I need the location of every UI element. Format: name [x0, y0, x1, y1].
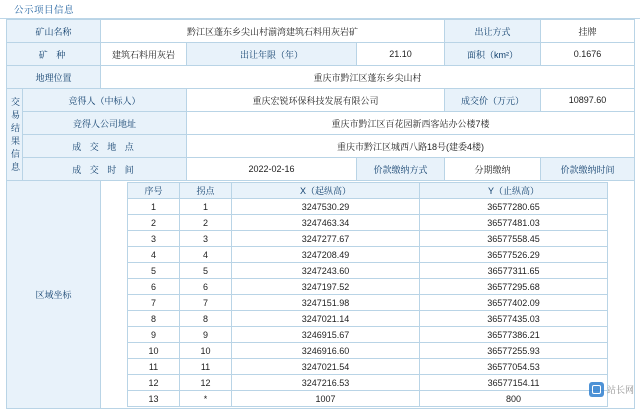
cell-y: 36577154.11 — [420, 375, 608, 391]
page-title: 公示项目信息 — [14, 5, 75, 16]
coords-col-index: 序号 — [128, 183, 180, 199]
watermark-text: 站长网 — [606, 385, 634, 395]
cell-vertex: 7 — [180, 295, 232, 311]
location-value: 重庆市黔江区蓬东乡尖山村 — [101, 66, 635, 89]
cell-index: 3 — [128, 231, 180, 247]
cell-y: 36577295.68 — [420, 279, 608, 295]
deal-time-value: 2022-02-16 — [187, 158, 357, 181]
cell-y: 36577386.21 — [420, 327, 608, 343]
table-row — [128, 247, 608, 263]
coords-header-row — [128, 183, 608, 199]
badge-icon — [589, 382, 604, 397]
page-header — [0, 0, 640, 19]
bidder-address-value: 重庆市黔江区百花园新西客站办公楼7楼 — [187, 112, 635, 135]
table-row — [128, 311, 608, 327]
cell-y: 36577558.45 — [420, 231, 608, 247]
cell-index: 9 — [128, 327, 180, 343]
cell-x: 3247021.14 — [232, 311, 420, 327]
bidder-label: 竞得人（中标人） — [23, 89, 187, 112]
table-row-deal-place — [7, 135, 635, 158]
deal-place-value: 重庆市黔江区城西八路18号(建委4楼) — [187, 135, 635, 158]
cell-y: 36577481.03 — [420, 215, 608, 231]
cell-index: 12 — [128, 375, 180, 391]
cell-y: 36577402.09 — [420, 295, 608, 311]
table-row-ore-type — [7, 43, 635, 66]
table-row — [128, 327, 608, 343]
deal-place-label: 成 交 地 点 — [23, 135, 187, 158]
term-value: 21.10 — [357, 43, 445, 66]
mine-name-label: 矿山名称 — [7, 20, 101, 43]
cell-index: 10 — [128, 343, 180, 359]
cell-vertex: * — [180, 391, 232, 407]
cell-vertex: 3 — [180, 231, 232, 247]
cell-vertex: 9 — [180, 327, 232, 343]
transfer-type-value: 挂牌 — [541, 20, 635, 43]
coordinates-table — [127, 182, 608, 407]
cell-vertex: 5 — [180, 263, 232, 279]
table-row — [128, 359, 608, 375]
coords-col-y: Y（止纵高） — [420, 183, 608, 199]
cell-y: 36577435.03 — [420, 311, 608, 327]
cell-vertex: 10 — [180, 343, 232, 359]
mine-name-value: 黔江区蓬东乡尖山村湔湾建筑石料用灰岩矿 — [101, 20, 445, 43]
payment-time-label: 价款缴纳时间 — [541, 158, 635, 181]
cell-index: 11 — [128, 359, 180, 375]
coords-cell — [101, 181, 635, 409]
table-row — [128, 231, 608, 247]
deal-info-label: 交易结果信息 — [7, 89, 23, 181]
cell-x: 3247243.60 — [232, 263, 420, 279]
payment-method-label: 价款缴纳方式 — [357, 158, 445, 181]
term-label: 出让年限（年） — [187, 43, 357, 66]
cell-y: 36577054.53 — [420, 359, 608, 375]
cell-x: 3247277.67 — [232, 231, 420, 247]
location-label: 地理位置 — [7, 66, 101, 89]
project-info-table — [6, 19, 635, 409]
table-row — [128, 279, 608, 295]
area-value: 0.1676 — [541, 43, 635, 66]
cell-x: 3247208.49 — [232, 247, 420, 263]
cell-vertex: 12 — [180, 375, 232, 391]
table-row-deal-time — [7, 158, 635, 181]
bidder-value: 重庆宏锐环保科技发展有限公司 — [187, 89, 445, 112]
cell-index: 4 — [128, 247, 180, 263]
payment-method-value: 分期缴纳 — [445, 158, 541, 181]
table-row-mine-name — [7, 20, 635, 43]
table-row — [128, 343, 608, 359]
cell-vertex: 1 — [180, 199, 232, 215]
table-row — [128, 375, 608, 391]
ore-type-value: 建筑石料用灰岩 — [101, 43, 187, 66]
cell-vertex: 4 — [180, 247, 232, 263]
cell-index: 7 — [128, 295, 180, 311]
cell-x: 3247530.29 — [232, 199, 420, 215]
table-row-location — [7, 66, 635, 89]
table-row — [128, 215, 608, 231]
cell-vertex: 2 — [180, 215, 232, 231]
cell-y: 800 — [420, 391, 608, 407]
cell-x: 3247151.98 — [232, 295, 420, 311]
price-label: 成交价（万元） — [445, 89, 541, 112]
cell-x: 3247197.52 — [232, 279, 420, 295]
table-row-bidder-address — [7, 112, 635, 135]
cell-y: 36577526.29 — [420, 247, 608, 263]
price-value: 10897.60 — [541, 89, 635, 112]
bidder-address-label: 竞得人公司地址 — [23, 112, 187, 135]
cell-vertex: 6 — [180, 279, 232, 295]
cell-x: 3247463.34 — [232, 215, 420, 231]
cell-vertex: 8 — [180, 311, 232, 327]
cell-y: 36577280.65 — [420, 199, 608, 215]
table-row — [128, 391, 608, 407]
cell-index: 2 — [128, 215, 180, 231]
coords-label: 区域坐标 — [7, 181, 101, 409]
table-row-coords — [7, 181, 635, 409]
table-row — [128, 295, 608, 311]
cell-x: 3247216.53 — [232, 375, 420, 391]
table-row — [128, 263, 608, 279]
area-label: 面积（km²） — [445, 43, 541, 66]
cell-x: 3247021.54 — [232, 359, 420, 375]
cell-y: 36577255.93 — [420, 343, 608, 359]
coords-col-x: X（起纵高） — [232, 183, 420, 199]
cell-x: 3246916.60 — [232, 343, 420, 359]
ore-type-label: 矿 种 — [7, 43, 101, 66]
transfer-type-label: 出让方式 — [445, 20, 541, 43]
table-row — [128, 199, 608, 215]
watermark — [589, 382, 634, 397]
cell-index: 5 — [128, 263, 180, 279]
cell-index: 1 — [128, 199, 180, 215]
coords-col-vertex: 拐点 — [180, 183, 232, 199]
cell-x: 1007 — [232, 391, 420, 407]
cell-y: 36577311.65 — [420, 263, 608, 279]
cell-x: 3246915.67 — [232, 327, 420, 343]
cell-index: 6 — [128, 279, 180, 295]
cell-index: 8 — [128, 311, 180, 327]
table-row-bidder — [7, 89, 635, 112]
cell-index: 13 — [128, 391, 180, 407]
cell-vertex: 11 — [180, 359, 232, 375]
deal-time-label: 成 交 时 间 — [23, 158, 187, 181]
